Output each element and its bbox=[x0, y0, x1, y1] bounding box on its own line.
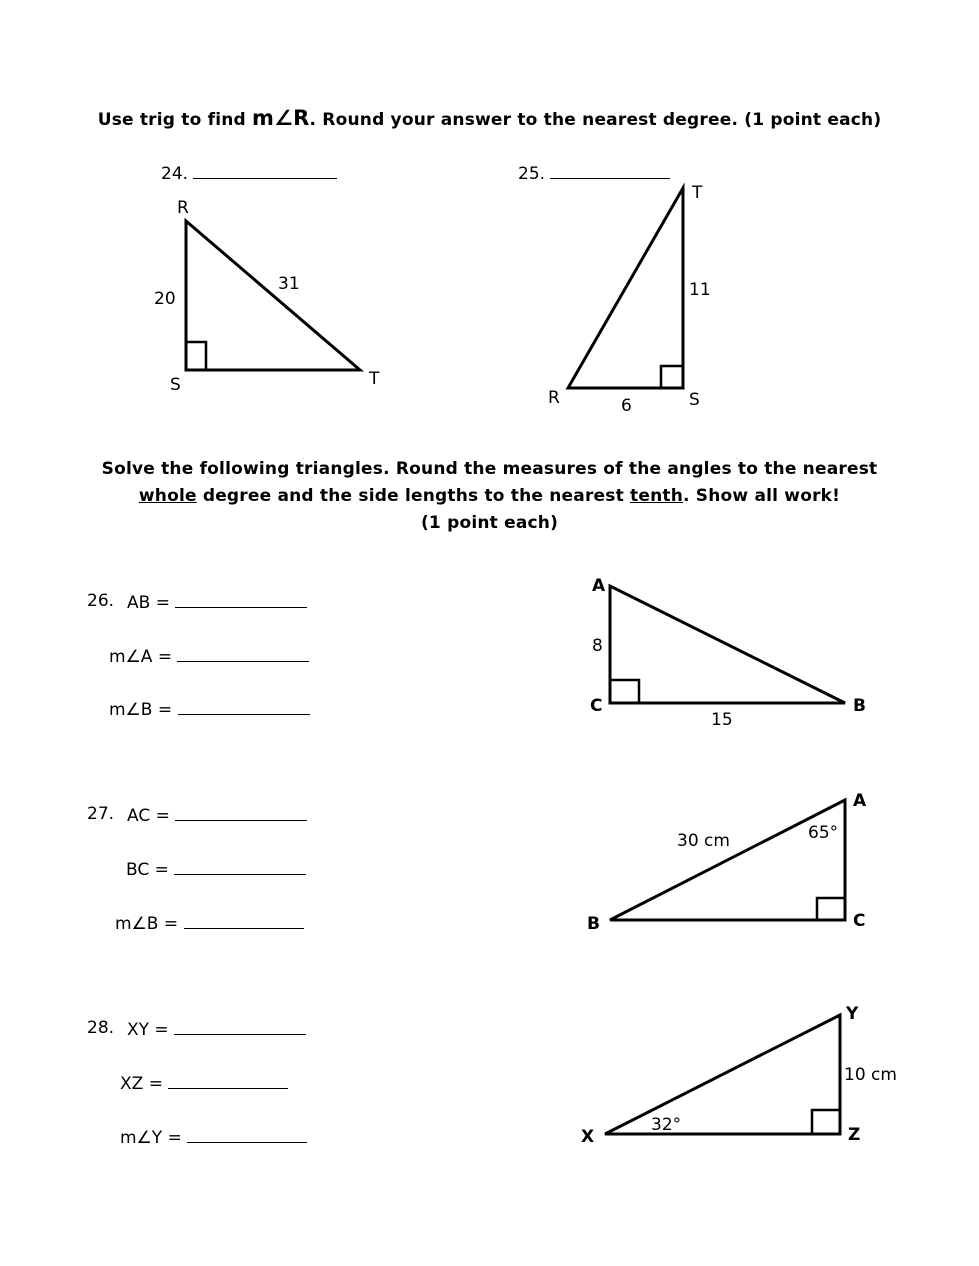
problem-25-number: 25. bbox=[518, 164, 546, 184]
vertex-label: X bbox=[581, 1127, 595, 1147]
instruction-2-mid: degree and the side lengths to the nearest bbox=[196, 486, 631, 506]
side-label: 11 bbox=[689, 280, 711, 300]
side-label: 10 cm bbox=[844, 1065, 897, 1085]
side-label: 15 bbox=[711, 710, 733, 730]
vertex-label: R bbox=[177, 198, 189, 218]
vertex-label: T bbox=[692, 183, 703, 203]
answer-label: m∠B = bbox=[115, 914, 179, 934]
angle-label: 32° bbox=[651, 1115, 682, 1135]
right-angle-mark bbox=[817, 898, 845, 920]
vertex-label: T bbox=[369, 369, 380, 389]
vertex-label: Z bbox=[848, 1125, 861, 1145]
triangle-24-shape bbox=[186, 221, 360, 370]
answer-label: BC = bbox=[126, 860, 169, 880]
triangle-25 bbox=[568, 188, 683, 388]
triangle-28-shape bbox=[605, 1015, 840, 1134]
side-label: 30 cm bbox=[677, 831, 730, 851]
vertex-label: B bbox=[853, 696, 866, 716]
triangle-26 bbox=[610, 586, 845, 703]
side-label: 6 bbox=[621, 396, 632, 416]
right-angle-mark bbox=[661, 366, 683, 388]
right-angle-mark bbox=[186, 342, 206, 370]
vertex-label: C bbox=[853, 911, 866, 931]
vertex-label: A bbox=[853, 791, 867, 811]
vertex-label: S bbox=[170, 375, 181, 395]
vertex-label: A bbox=[592, 576, 606, 596]
answer-label: AC = bbox=[127, 806, 170, 826]
answer-label: m∠B = bbox=[109, 700, 173, 720]
triangle-24 bbox=[186, 221, 360, 370]
vertex-label: C bbox=[590, 696, 603, 716]
triangle-25-shape bbox=[568, 188, 683, 388]
angle-label: 65° bbox=[808, 823, 839, 843]
instruction-1-post: . Round your answer to the nearest degree. (1 point each) bbox=[309, 110, 882, 130]
answer-label: XZ = bbox=[120, 1074, 163, 1094]
side-label: 20 bbox=[154, 289, 176, 309]
instruction-1-pre: Use trig to find bbox=[97, 110, 253, 130]
triangle-27-shape bbox=[610, 800, 845, 920]
triangle-27 bbox=[610, 800, 845, 920]
underlined-whole: whole bbox=[138, 486, 197, 506]
problem-26-number: 26. bbox=[87, 591, 115, 611]
underlined-tenth: tenth bbox=[630, 486, 684, 506]
instruction-1-angle: m∠R bbox=[252, 106, 310, 130]
answer-label: XY = bbox=[127, 1020, 169, 1040]
problem-27-number: 27. bbox=[87, 804, 115, 824]
right-angle-mark bbox=[610, 680, 639, 703]
instruction-2-line1: Solve the following triangles. Round the measures of the angles to the nearest bbox=[101, 459, 878, 479]
problem-28-number: 28. bbox=[87, 1018, 115, 1038]
right-angle-mark bbox=[812, 1110, 840, 1134]
vertex-label: R bbox=[548, 388, 560, 408]
answer-label: m∠A = bbox=[109, 647, 173, 667]
triangle-26-shape bbox=[610, 586, 845, 703]
side-label: 31 bbox=[278, 274, 300, 294]
triangle-28 bbox=[605, 1015, 840, 1134]
answer-label: m∠Y = bbox=[120, 1128, 182, 1148]
side-label: 8 bbox=[592, 636, 603, 656]
instruction-2-line3: (1 point each) bbox=[420, 513, 559, 533]
vertex-label: Y bbox=[846, 1004, 859, 1024]
instruction-2-end: . Show all work! bbox=[683, 486, 841, 506]
answer-label: AB = bbox=[127, 593, 170, 613]
vertex-label: S bbox=[689, 390, 700, 410]
vertex-label: B bbox=[587, 914, 600, 934]
problem-24-number: 24. bbox=[161, 164, 189, 184]
